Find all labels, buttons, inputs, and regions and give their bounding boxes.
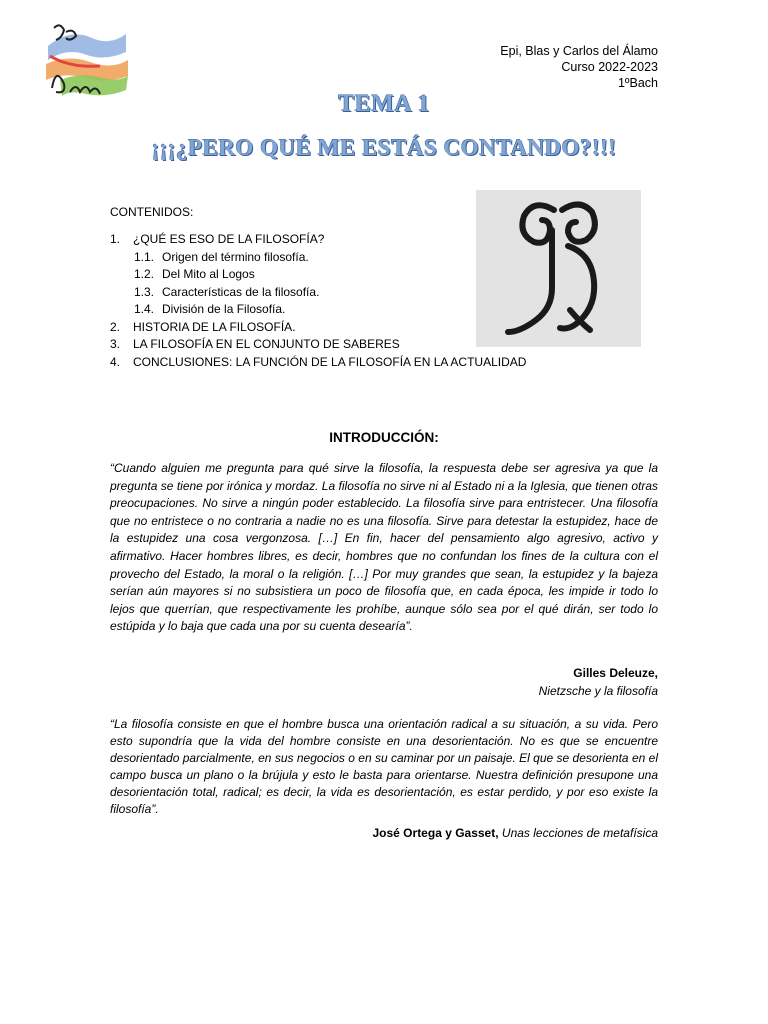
toc-item <box>110 336 526 354</box>
deleuze-quote: “Cuando alguien me pregunta para qué sirve la filosofía, la respuesta debe ser agresiva ya que la pregunta se tiene por irónica y mordaz. La filosofía no sirve ni al Estado ni a la Iglesia, que tienen otras preocupaciones. No sirve a ningún poder establecido. La filosofía sirve para entristecer. Una filosofía que no entristece o no contraria a nadie no es una filosofía. Sirve para detestar la estupidez, hace de la estupidez una cosa vergonzosa. […] En fin, hacer del pensamiento algo agresivo, activo y afirmativo. Hacer hombres libres, es decir, hombres que no confundan los fines de la cultura con el provecho del Estado, la moral o la religión. […] Por muy grandes que sean, la estupidez y la bajeza serían aún mayores si no subsistiera un poco de filosofía que, en cada época, les impide ir todo lo lejos que querrían, que respectivamente les prohíbe, aunque sólo sea por el qué dirán, ser todo lo estúpida y lo baja que cada una por su cuenta desearía”. <box>110 461 658 634</box>
work-title: Nietzsche y la filosofía <box>538 684 658 698</box>
toc-label: Características de la filosofía. <box>162 284 320 299</box>
header-info <box>500 43 658 91</box>
toc-label: Origen del término filosofía. <box>162 249 309 264</box>
toc-item <box>110 231 526 249</box>
toc-number: 2. <box>110 319 121 334</box>
author-name: Gilles Deleuze, <box>573 666 658 680</box>
toc-subitem <box>110 284 526 302</box>
work-title: Unas lecciones de metafísica <box>498 826 658 840</box>
deleuze-attribution <box>539 664 658 700</box>
toc-subitem <box>110 266 526 284</box>
toc-number: 1.4. <box>134 302 155 316</box>
toc-number: 1. <box>110 232 121 246</box>
toc-number: 3. <box>110 337 121 351</box>
ortega-attribution <box>373 824 659 842</box>
toc-subitem <box>110 301 526 319</box>
ortega-quote: “La filosofía consiste en que el hombre busca una orientación radical a su situación, a su vida. Pero esto supondría que la vida del hombre consiste en una desorientación. No es que se encuentre desorientado parcialmente, en sus negocios o en su caminar por un paisaje. El que se desorienta en el campo busca un plano o la brújula y esto le basta para orientarse. Nuestra definición presupone una desorientación total, radical; es decir, la vida es desorientación, es estar perdido, y por eso existe la filosofía”. <box>110 717 658 816</box>
level-text: 1ºBach <box>617 76 658 90</box>
toc-number: 1.1. <box>134 249 155 264</box>
toc-number: 1.2. <box>134 267 155 281</box>
toc-number: 1.3. <box>134 284 155 299</box>
toc-label: HISTORIA DE LA FILOSOFÍA. <box>133 319 296 334</box>
contents-heading: CONTENIDOS: <box>110 205 194 219</box>
page-title: TEMA 1 <box>338 91 430 117</box>
toc-label: LA FILOSOFÍA EN EL CONJUNTO DE SABERES <box>133 337 400 351</box>
toc-label: CONCLUSIONES: LA FUNCIÓN DE LA FILOSOFÍA EN LA ACTUALIDAD <box>133 354 527 369</box>
page-subtitle: ¡¡¡¿PERO QUÉ ME ESTÁS CONTANDO?!!! <box>151 135 617 160</box>
toc-subitem <box>110 249 526 267</box>
author-name: José Ortega y Gasset, <box>372 826 499 840</box>
authors-text: Epi, Blas y Carlos del Álamo <box>500 44 658 58</box>
toc-item <box>110 354 526 372</box>
contents-section <box>110 205 526 371</box>
toc-label: ¿QUÉ ES ESO DE LA FILOSOFÍA? <box>133 232 325 246</box>
intro-heading: INTRODUCCIÓN: <box>329 430 439 445</box>
toc-item <box>110 319 526 337</box>
course-text: Curso 2022-2023 <box>561 60 658 74</box>
toc-number: 4. <box>110 354 121 369</box>
toc-label: Del Mito al Logos <box>162 267 255 281</box>
toc-label: División de la Filosofía. <box>162 302 286 316</box>
